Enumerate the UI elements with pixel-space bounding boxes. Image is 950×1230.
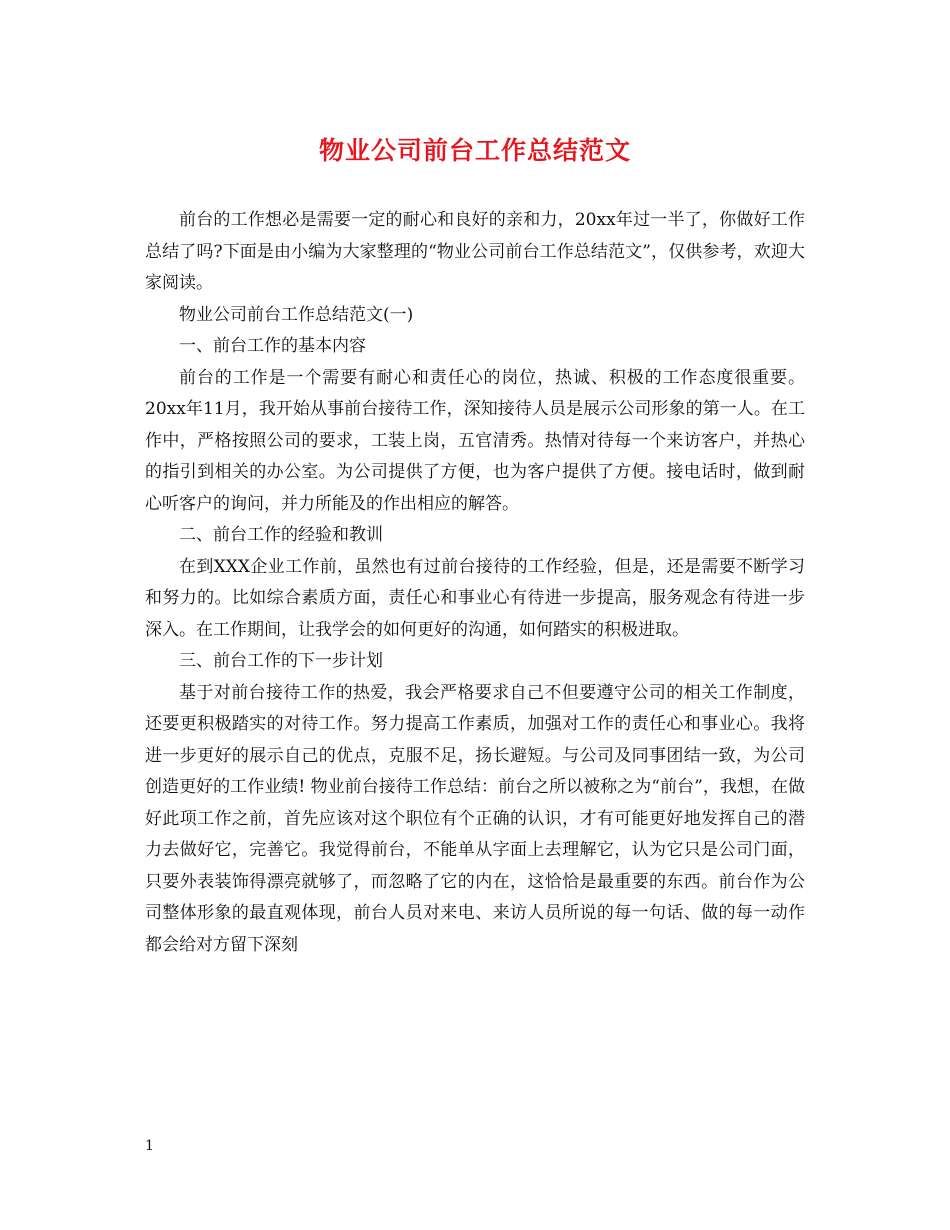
paragraph-section-heading: 物业公司前台工作总结范文(一)	[179, 304, 414, 325]
paragraph-content-2: 在到XXX企业工作前，虽然也有过前台接待的工作经验，但是，还是需要不断学习和努力的。比如综合素质方面，责任心和事业心有待进一步提高，服务观念有待进一步深入。在工作期间，让我学会的如何更好的沟通，如何踏实的积极进取。	[145, 556, 805, 640]
document-body	[145, 205, 805, 961]
paragraph-intro: 前台的工作想必是需要一定的耐心和良好的亲和力，20xx年过一半了，你做好工作总结了吗?下面是由小编为大家整理的“物业公司前台工作总结范文”，仅供参考，欢迎大家阅读。	[145, 210, 805, 293]
paragraph-heading-1: 一、前台工作的基本内容	[179, 336, 366, 356]
document-title: 物业公司前台工作总结范文	[318, 136, 631, 165]
paragraph-heading-3: 三、前台工作的下一步计划	[179, 651, 383, 671]
paragraph-content-1: 前台的工作是一个需要有耐心和责任心的岗位，热诚、积极的工作态度很重要。20xx年11月，我开始从事前台接待工作，深知接待人员是展示公司形象的第一人。在工作中，严格按照公司的要求，工装上岗，五官清秀。热情对待每一个来访客户，并热心的指引到相关的办公室。为公司提供了方便，也为客户提供了方便。接电话时，做到耐心听客户的询问，并力所能及的作出相应的解答。	[145, 367, 805, 514]
page-number: 1	[145, 1138, 154, 1154]
paragraph-content-3: 基于对前台接待工作的热爱，我会严格要求自己不但要遵守公司的相关工作制度，还要更积极踏实的对待工作。努力提高工作素质，加强对工作的责任心和事业心。我将进一步更好的展示自己的优点，克服不足，扬长避短。与公司及同事团结一致，为公司创造更好的工作业绩! 物业前台接待工作总结：前台之所以被称之为“前台”，我想，在做好此项工作之前，首先应该对这个职位有个正确的认识，才有可能更好地发挥自己的潜力去做好它，完善它。我觉得前台，不能单从字面上去理解它，认为它只是公司门面，只要外表装饰得漂亮就够了，而忽略了它的内在，这恰恰是最重要的东西。前台作为公司整体形象的最直观体现，前台人员对来电、来访人员所说的每一句话、做的每一动作都会给对方留下深刻	[145, 682, 805, 955]
paragraph-heading-2: 二、前台工作的经验和教训	[179, 525, 383, 545]
